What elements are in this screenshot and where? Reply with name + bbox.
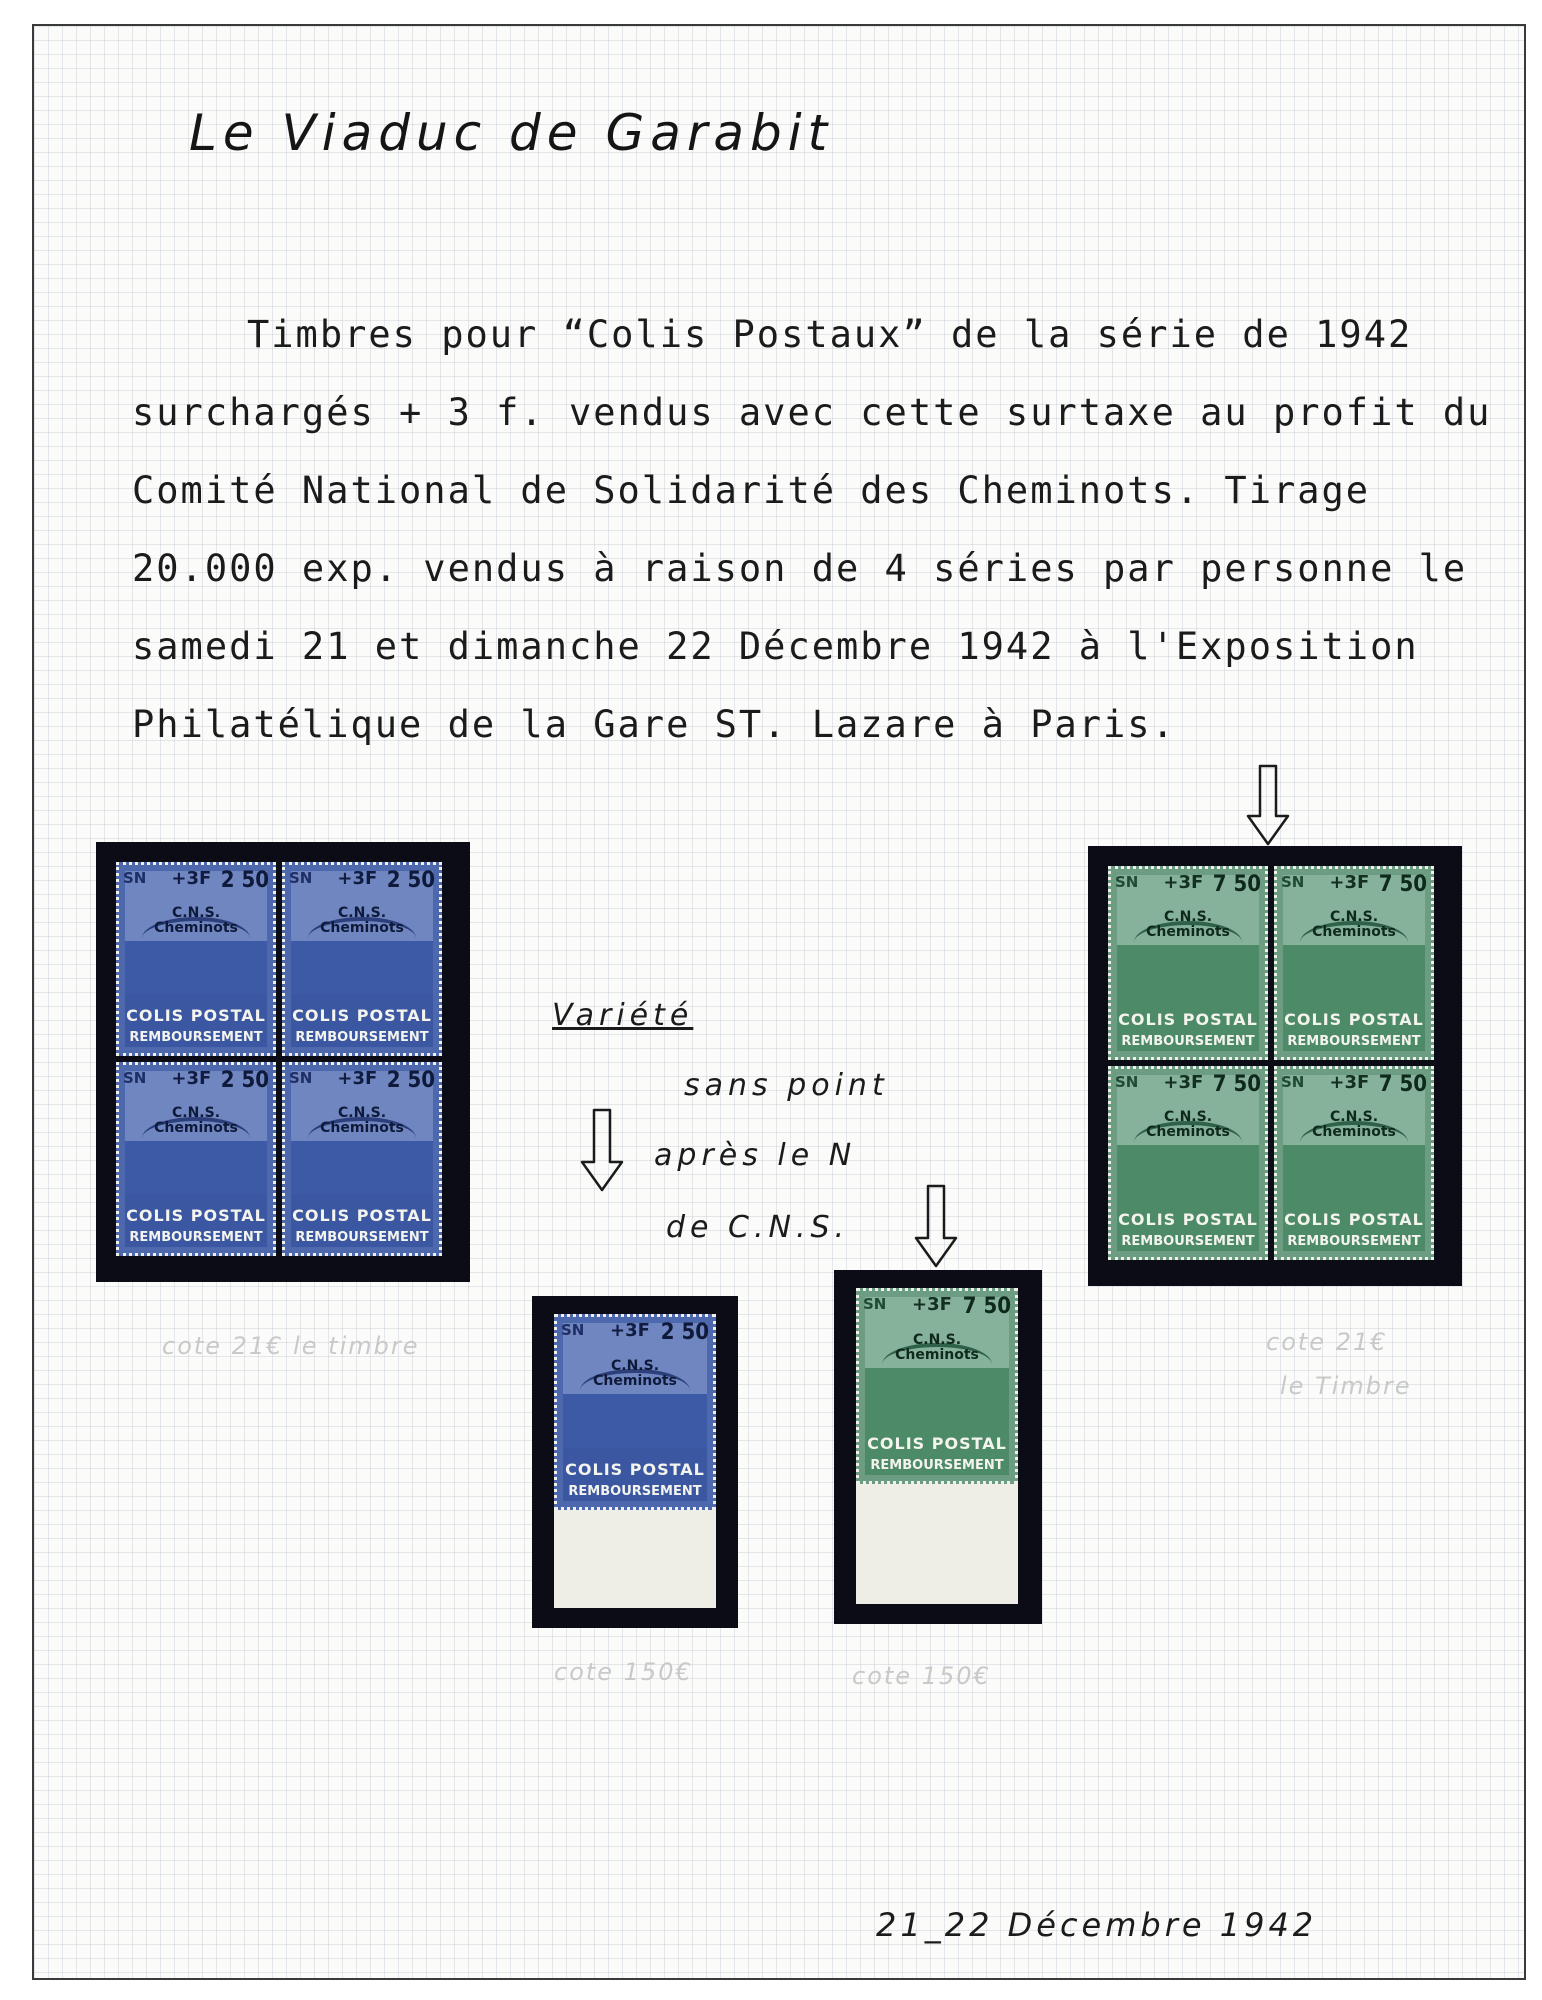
stamp-colis-postal: COLIS POSTAL [126, 1005, 266, 1025]
blue-stamp [282, 862, 442, 1056]
stamp-colis-postal: COLIS POSTAL [292, 1005, 432, 1025]
cote-note-blue-single: cote 150€ [554, 1658, 693, 1686]
stamp-cns: C.N.S. [337, 905, 387, 922]
stamp-remboursement: REMBOURSEMENT [870, 1458, 1004, 1474]
stamp-remboursement: REMBOURSEMENT [1287, 1234, 1421, 1250]
stamp-value: 7 50 [1212, 872, 1261, 897]
stamp-surcharge: +3F [610, 1320, 650, 1341]
stamp-colis-postal: COLIS POSTAL [867, 1433, 1007, 1453]
stamp-cns: C.N.S. [337, 1105, 387, 1122]
stamp-surcharge: +3F [1329, 1072, 1370, 1093]
sn-logo-icon: SN [1115, 1073, 1139, 1091]
blue-block-of-four [116, 862, 442, 1256]
stamp-cns: C.N.S. [1163, 1109, 1213, 1126]
stamp-surcharge: +3F [1329, 872, 1370, 893]
blue-stamp [282, 1062, 442, 1256]
stamp-value: 2 50 [220, 1068, 269, 1093]
green-stamp [1108, 1066, 1268, 1260]
cote-note-green-single: cote 150€ [852, 1662, 991, 1690]
stamp-remboursement: REMBOURSEMENT [295, 1030, 429, 1046]
stamp-cns: C.N.S. [171, 905, 221, 922]
stamp-colis-postal: COLIS POSTAL [126, 1205, 266, 1225]
sheet-margin [856, 1484, 1018, 1604]
stamp-colis-postal: COLIS POSTAL [565, 1459, 705, 1479]
description-paragraph [132, 296, 1492, 764]
stamp-remboursement: REMBOURSEMENT [1121, 1234, 1255, 1250]
stamp-value: 7 50 [1378, 1072, 1427, 1097]
sn-logo-icon: SN [863, 1295, 887, 1313]
variety-line-1: sans point [684, 1068, 889, 1103]
stamp-surcharge: +3F [1163, 872, 1204, 893]
stamp-value: 7 50 [1378, 872, 1427, 897]
stamp-cheminots: Cheminots [320, 920, 404, 937]
stamp-surcharge: +3F [171, 1068, 212, 1089]
stamp-remboursement: REMBOURSEMENT [1287, 1034, 1421, 1050]
stamp-cheminots: Cheminots [593, 1372, 677, 1389]
stamp-cheminots: Cheminots [154, 920, 238, 937]
blue-stamp [116, 1062, 276, 1256]
stamp-cheminots: Cheminots [154, 1120, 238, 1137]
stamp-colis-postal: COLIS POSTAL [1118, 1209, 1258, 1229]
sn-logo-icon: SN [561, 1321, 585, 1339]
paragraph-line: surchargés + 3 f. vendus avec cette surtaxe au profit du [132, 391, 1492, 434]
green-block-of-four [1108, 866, 1434, 1260]
stamp-remboursement: REMBOURSEMENT [295, 1230, 429, 1246]
green-stamp [1274, 866, 1434, 1060]
sn-logo-icon: SN [289, 1069, 313, 1087]
sn-logo-icon: SN [1115, 873, 1139, 891]
stamp-cns: C.N.S. [1329, 909, 1379, 926]
page-title: Le Viaduc de Garabit [189, 104, 834, 162]
stamp-colis-postal: COLIS POSTAL [1284, 1009, 1424, 1029]
blue-variety-stamp [554, 1314, 716, 1510]
stamp-remboursement: REMBOURSEMENT [129, 1030, 263, 1046]
green-block-mount [1088, 846, 1462, 1286]
green-stamp [1108, 866, 1268, 1060]
stamp-cheminots: Cheminots [1312, 924, 1396, 941]
stamp-cheminots: Cheminots [320, 1120, 404, 1137]
stamp-cheminots: Cheminots [1146, 1124, 1230, 1141]
sn-logo-icon: SN [289, 869, 313, 887]
blue-stamp [116, 862, 276, 1056]
stamp-surcharge: +3F [337, 868, 378, 889]
sn-logo-icon: SN [123, 869, 147, 887]
variety-line-2: après le N [654, 1138, 857, 1173]
green-variety-stamp [856, 1288, 1018, 1484]
blue-block-mount [96, 842, 470, 1282]
stamp-value: 7 50 [962, 1294, 1011, 1319]
sn-logo-icon: SN [123, 1069, 147, 1087]
stamp-cheminots: Cheminots [895, 1346, 979, 1363]
stamp-surcharge: +3F [171, 868, 212, 889]
stamp-value: 2 50 [220, 868, 269, 893]
stamp-cns: C.N.S. [1163, 909, 1213, 926]
footer-date: 21_22 Décembre 1942 [876, 1906, 1318, 1944]
sheet-margin [554, 1510, 716, 1608]
variety-heading: Variété [552, 998, 694, 1033]
stamp-remboursement: REMBOURSEMENT [568, 1484, 702, 1500]
stamp-value: 2 50 [660, 1320, 709, 1345]
cote-note-green-block: cote 21€ [1266, 1328, 1388, 1356]
stamp-value: 7 50 [1212, 1072, 1261, 1097]
down-arrow-icon [580, 1108, 624, 1194]
sn-logo-icon: SN [1281, 873, 1305, 891]
stamp-cns: C.N.S. [1329, 1109, 1379, 1126]
stamp-surcharge: +3F [1163, 1072, 1204, 1093]
cote-note-green-block-2: le Timbre [1280, 1372, 1412, 1400]
stamp-cheminots: Cheminots [1146, 924, 1230, 941]
stamp-value: 2 50 [386, 868, 435, 893]
album-page [32, 24, 1526, 1980]
stamp-remboursement: REMBOURSEMENT [1121, 1034, 1255, 1050]
stamp-surcharge: +3F [337, 1068, 378, 1089]
cote-note-blue-block: cote 21€ le timbre [162, 1332, 420, 1360]
stamp-cns: C.N.S. [171, 1105, 221, 1122]
down-arrow-icon [1246, 764, 1290, 848]
down-arrow-icon [914, 1184, 958, 1270]
stamp-remboursement: REMBOURSEMENT [129, 1230, 263, 1246]
stamp-value: 2 50 [386, 1068, 435, 1093]
paragraph-line: samedi 21 et dimanche 22 Décembre 1942 à l'Exposition [132, 625, 1419, 668]
blue-single-mount [532, 1296, 738, 1628]
stamp-colis-postal: COLIS POSTAL [292, 1205, 432, 1225]
stamp-cns: C.N.S. [610, 1357, 660, 1374]
variety-line-3: de C.N.S. [666, 1210, 850, 1245]
paragraph-line: Timbres pour “Colis Postaux” de la série de 1942 [247, 313, 1413, 356]
stamp-cheminots: Cheminots [1312, 1124, 1396, 1141]
stamp-colis-postal: COLIS POSTAL [1118, 1009, 1258, 1029]
paragraph-line: Philatélique de la Gare ST. Lazare à Paris. [132, 703, 1176, 746]
stamp-colis-postal: COLIS POSTAL [1284, 1209, 1424, 1229]
paragraph-line: 20.000 exp. vendus à raison de 4 séries par personne le [132, 547, 1468, 590]
stamp-surcharge: +3F [912, 1294, 952, 1315]
paragraph-line: Comité National de Solidarité des Cheminots. Tirage [132, 469, 1371, 512]
sn-logo-icon: SN [1281, 1073, 1305, 1091]
green-single-mount [834, 1270, 1042, 1624]
green-stamp [1274, 1066, 1434, 1260]
stamp-cns: C.N.S. [912, 1331, 962, 1348]
